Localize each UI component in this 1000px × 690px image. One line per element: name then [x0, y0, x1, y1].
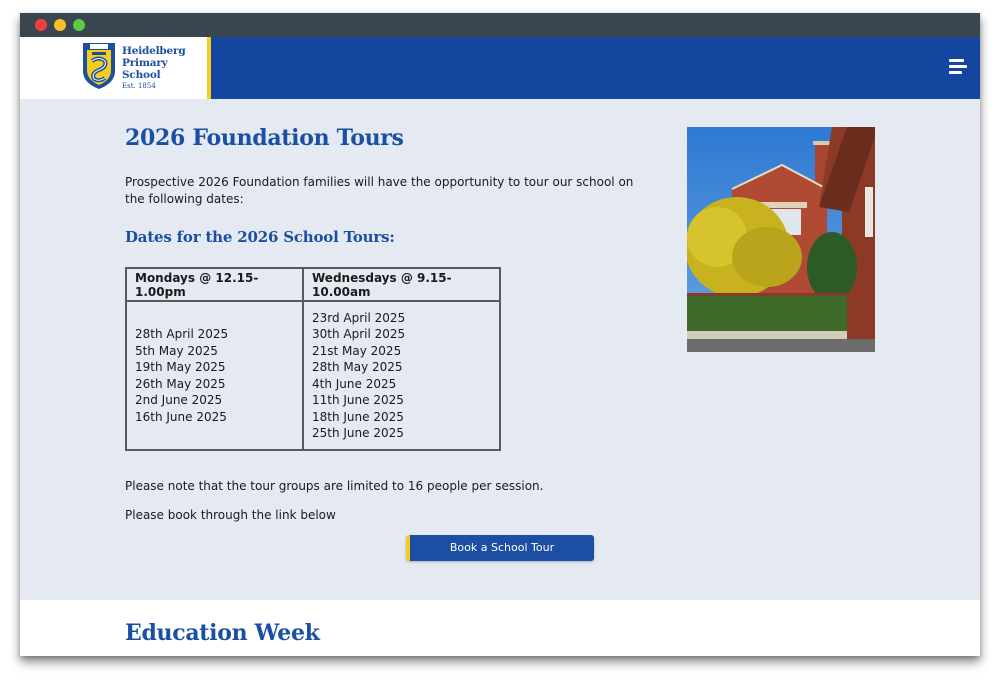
- wednesday-date: 28th May 2025: [312, 360, 403, 374]
- school-name: [122, 45, 207, 91]
- education-week-title: Education Week: [125, 620, 320, 646]
- group-limit-note: Please note that the tour groups are limited to 16 people per session.: [125, 479, 544, 493]
- page-title: 2026 Foundation Tours: [125, 125, 404, 151]
- close-window-button[interactable]: [35, 19, 47, 31]
- wednesday-date: 11th June 2025: [312, 393, 404, 407]
- dates-subtitle: Dates for the 2026 School Tours:: [125, 228, 395, 246]
- school-photo-image: [687, 127, 875, 352]
- table-header-row: [126, 268, 500, 301]
- school-established: Est. 1854: [122, 82, 156, 90]
- wednesday-date: 4th June 2025: [312, 376, 397, 391]
- table-row: [126, 301, 500, 450]
- book-school-tour-button[interactable]: Book a School Tour: [406, 535, 594, 561]
- monday-date: 5th May 2025: [135, 343, 218, 358]
- monday-date: 2nd June 2025: [135, 393, 223, 407]
- booking-note: Please book through the link below: [125, 508, 336, 522]
- column-header-wednesdays: Wednesdays @ 9.15-10.00am: [303, 268, 500, 301]
- monday-date: 26th May 2025: [135, 376, 226, 391]
- site-header: [20, 37, 980, 99]
- monday-date: 19th May 2025: [135, 360, 226, 374]
- wednesdays-cell: [303, 301, 500, 450]
- column-header-mondays: Mondays @ 12.15-1.00pm: [126, 268, 303, 301]
- maximize-window-button[interactable]: [73, 19, 85, 31]
- tour-dates-table: [125, 267, 501, 451]
- education-week-section: [20, 600, 980, 656]
- window-titlebar: [20, 13, 980, 37]
- school-name-line1: Heidelberg: [122, 45, 186, 57]
- school-name-line2: Primary School: [122, 57, 168, 81]
- minimize-window-button[interactable]: [54, 19, 66, 31]
- school-building-photo: [687, 127, 875, 352]
- wednesday-date: 25th June 2025: [312, 426, 404, 440]
- foundation-tours-section: [20, 99, 980, 599]
- nav-bar: [211, 37, 980, 99]
- browser-window: [20, 13, 980, 656]
- school-logo-link[interactable]: [20, 37, 211, 99]
- intro-paragraph: Prospective 2026 Foundation families will have the opportunity to tour our school on the following dates:: [125, 175, 634, 206]
- wednesday-date: 30th April 2025: [312, 327, 406, 341]
- school-crest-icon: [81, 41, 117, 91]
- wednesday-date: 21st May 2025: [312, 343, 402, 358]
- monday-date: 28th April 2025: [135, 327, 229, 341]
- wednesday-date: 18th June 2025: [312, 409, 404, 424]
- monday-date: 16th June 2025: [135, 409, 227, 424]
- wednesday-date: 23rd April 2025: [312, 310, 406, 325]
- hamburger-menu-icon[interactable]: [947, 58, 967, 76]
- mondays-cell: [126, 301, 303, 450]
